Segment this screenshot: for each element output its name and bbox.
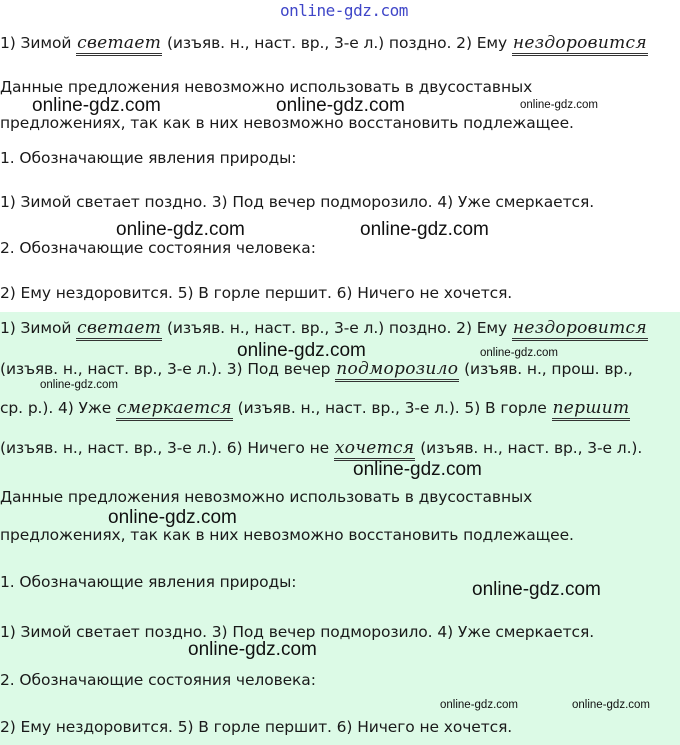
answer2-line-3 — [0, 398, 630, 418]
answer2-line-1 — [0, 318, 648, 338]
handwritten-word-podmorozilo: подморозило — [335, 359, 459, 382]
explanation2-line-1: Данные предложения невозможно использовать в двусоставных — [0, 488, 533, 506]
watermark: online-gdz.com — [32, 95, 161, 116]
watermark: online-gdz.com — [237, 340, 366, 361]
text-fragment: (изъяв. н., наст. вр., 3-е л.). 5) В горле — [237, 399, 547, 417]
watermark: online-gdz.com — [116, 219, 245, 240]
handwritten-word-svetaet: светает — [76, 318, 162, 341]
watermark: online-gdz.com — [40, 379, 118, 391]
group2-1-text: 1) Зимой светает поздно. 3) Под вечер подморозило. 4) Уже смеркается. — [0, 623, 595, 641]
watermark: online-gdz.com — [188, 639, 317, 660]
text-fragment: (изъяв. н., наст. вр., 3-е л.). 3) Под вечер — [0, 360, 331, 378]
watermark: online-gdz.com — [520, 99, 598, 111]
watermark: online-gdz.com — [480, 347, 558, 359]
group-2-text: 2) Ему нездоровится. 5) В горле першит. 6) Ничего не хочется. — [0, 284, 513, 302]
handwritten-word-nezdorovitsya: нездоровится — [512, 33, 648, 56]
handwritten-word-nezdorovitsya: нездоровится — [512, 318, 648, 341]
answer2-line-2 — [0, 359, 633, 379]
text-fragment: (изъяв. н., наст. вр., 3-е л.). — [420, 439, 643, 457]
text-fragment: (изъяв. н., наст. вр., 3-е л.) поздно. 2) Ему — [166, 34, 508, 52]
text-fragment: (изъяв. н., наст. вр., 3-е л.) поздно. 2) Ему — [166, 319, 508, 337]
group2-1-title: 1. Обозначающие явления природы: — [0, 573, 297, 591]
group2-2-title: 2. Обозначающие состояния человека: — [0, 671, 316, 689]
handwritten-word-pershit: першит — [552, 398, 631, 421]
text-fragment: (изъяв. н., прош. вр., — [464, 360, 633, 378]
text-fragment: 1) Зимой — [0, 34, 72, 52]
watermark: online-gdz.com — [360, 219, 489, 240]
group-1-text: 1) Зимой светает поздно. 3) Под вечер подморозило. 4) Уже смеркается. — [0, 193, 595, 211]
answer-line-1 — [0, 33, 648, 53]
explanation2-line-2: предложениях, так как в них невозможно восстановить подлежащее. — [0, 526, 574, 544]
handwritten-word-smerkaetsya: смеркается — [116, 398, 233, 421]
group-1-title: 1. Обозначающие явления природы: — [0, 149, 297, 167]
text-fragment: 1) Зимой — [0, 319, 72, 337]
watermark: online-gdz.com — [572, 699, 650, 711]
watermark: online-gdz.com — [472, 579, 601, 600]
watermark: online-gdz.com — [108, 507, 237, 528]
handwritten-word-svetaet: светает — [76, 33, 162, 56]
watermark: online-gdz.com — [353, 459, 482, 480]
text-fragment: ср. р.). 4) Уже — [0, 399, 112, 417]
group2-2-text: 2) Ему нездоровится. 5) В горле першит. 6) Ничего не хочется. — [0, 718, 513, 736]
explanation-line-1: Данные предложения невозможно использовать в двусоставных — [0, 78, 533, 96]
watermark: online-gdz.com — [440, 699, 518, 711]
watermark-top: online-gdz.com — [280, 1, 408, 20]
explanation-line-2: предложениях, так как в них невозможно восстановить подлежащее. — [0, 114, 574, 132]
watermark: online-gdz.com — [276, 95, 405, 116]
text-fragment: (изъяв. н., наст. вр., 3-е л.). 6) Ничего не — [0, 439, 330, 457]
group-2-title: 2. Обозначающие состояния человека: — [0, 239, 316, 257]
answer2-line-4 — [0, 438, 642, 458]
handwritten-word-hochetsya: хочется — [334, 438, 415, 461]
